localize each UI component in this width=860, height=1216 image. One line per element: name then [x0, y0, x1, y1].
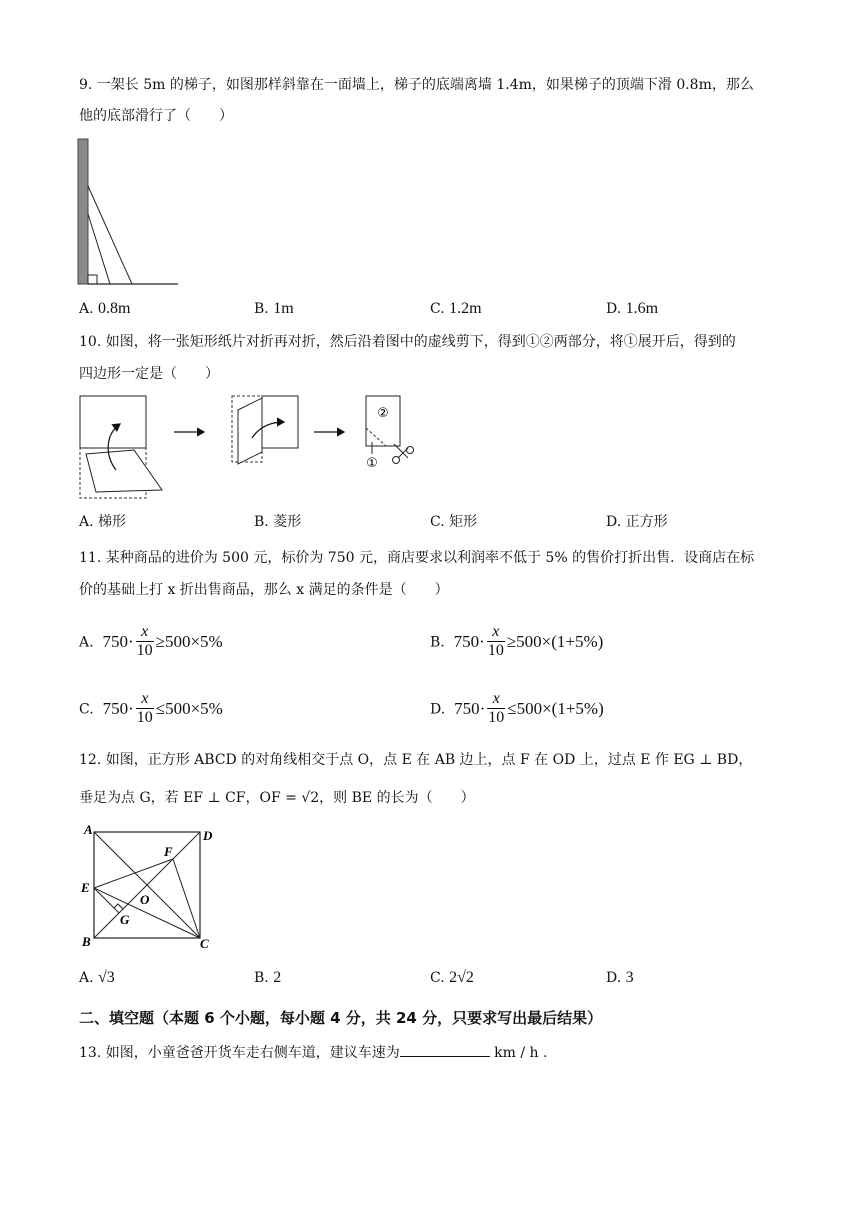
q11-stem-line2: 价的基础上打 x 折出售商品，那么 x 满足的条件是（ ）: [79, 582, 449, 598]
q12-option-b: B. 2: [254, 969, 282, 986]
section-fill-in-title: 二、填空题（本题 6 个小题，每小题 4 分，共 24 分，只要求写出最后结果）: [79, 1009, 603, 1027]
q13-stem: 13. 如图，小童爸爸开货车走右侧车道，建议车速为 km / h .: [79, 1042, 547, 1063]
q9-option-c: C. 1.2m: [430, 300, 482, 317]
q9-option-b: B. 1m: [254, 300, 294, 317]
q10-label-2: ②: [377, 406, 389, 421]
q11-option-a: A. 750· $\frac{x}{10}$ ≥500×5%: [79, 623, 223, 659]
q9-ladder-figure: [74, 136, 184, 288]
q10-label-1: ①: [366, 456, 378, 471]
q9-option-a: A. 0.8m: [79, 300, 131, 317]
q10-stem-line1: 10. 如图，将一张矩形纸片对折再对折，然后沿着图中的虚线剪下，得到①②两部分，将①展开后，得到的: [79, 334, 736, 350]
q12-option-a: A. √3: [79, 969, 115, 986]
q12-label-o: O: [140, 892, 150, 907]
q10-option-a: A. 梯形: [79, 514, 127, 530]
q10-option-d: D. 正方形: [606, 514, 668, 530]
q12-label-c: C: [200, 936, 209, 951]
q12-square-figure: [78, 822, 218, 954]
q12-stem-line1: 12. 如图，正方形 ABCD 的对角线相交于点 O，点 E 在 AB 边上，点 F 在 OD 上，过点 E 作 EG ⊥ BD，: [79, 752, 753, 768]
q12-option-d: D. 3: [606, 969, 634, 986]
q13-answer-blank[interactable]: [400, 1042, 490, 1057]
q11-option-b: B. 750· $\frac{x}{10}$ ≥500×(1+5%): [430, 623, 604, 659]
q10-option-c: C. 矩形: [430, 514, 478, 530]
q12-label-a: A: [84, 822, 93, 837]
q10-stem-line2: 四边形一定是（ ）: [79, 366, 219, 382]
q12-option-c: C. 2√2: [430, 969, 474, 986]
q10-folding-figure: [76, 392, 416, 504]
q12-label-b: B: [82, 934, 91, 949]
q11-option-d: D. 750· $\frac{x}{10}$ ≤500×(1+5%): [430, 690, 604, 726]
q10-option-b: B. 菱形: [254, 514, 302, 530]
q9-option-d: D. 1.6m: [606, 300, 659, 317]
q9-stem-line2: 他的底部滑行了（ ）: [79, 108, 233, 124]
q11-stem-line1: 11. 某种商品的进价为 500 元，标价为 750 元，商店要求以利润率不低于 5% 的售价打折出售．设商店在标: [79, 550, 755, 566]
q12-label-g: G: [120, 912, 130, 927]
q12-label-f: F: [164, 844, 173, 859]
q9-stem-line1: 9. 一架长 5m 的梯子，如图那样斜靠在一面墙上，梯子的底端离墙 1.4m，如果梯子的顶端下滑 0.8m，那么: [79, 77, 754, 93]
q12-stem-line2: 垂足为点 G，若 EF ⊥ CF，OF = √2，则 BE 的长为（ ）: [79, 790, 475, 806]
q12-label-e: E: [81, 880, 90, 895]
q12-label-d: D: [203, 828, 213, 843]
q11-option-c: C. 750· $\frac{x}{10}$ ≤500×5%: [79, 690, 223, 726]
